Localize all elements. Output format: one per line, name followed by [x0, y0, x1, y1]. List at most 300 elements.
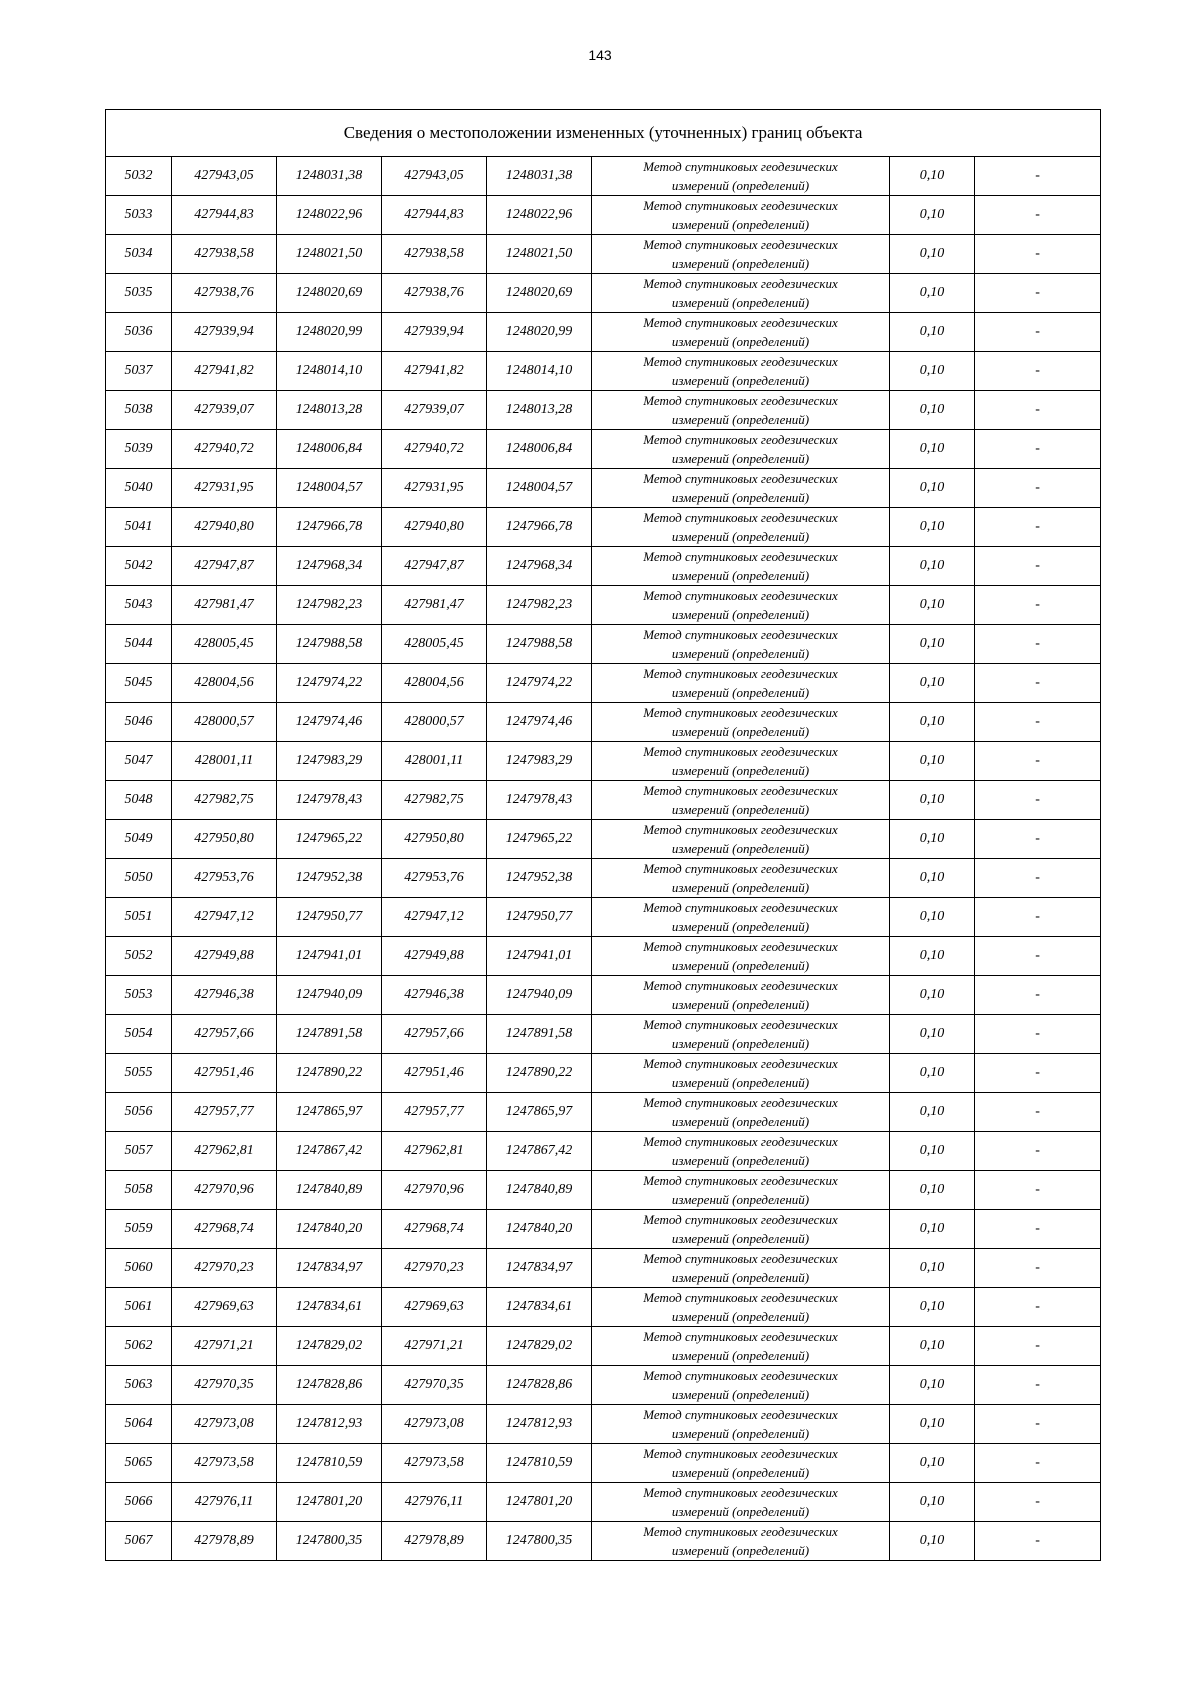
description-cell: -: [975, 1015, 1101, 1054]
method-line2: измерений (определений): [671, 1270, 810, 1285]
x-existing-cell: 427973,58: [172, 1444, 277, 1483]
y-existing-cell: 1247801,20: [277, 1483, 382, 1522]
y-existing-cell: 1248004,57: [277, 469, 382, 508]
method-line2: измерений (определений): [671, 1465, 810, 1480]
method-line2: измерений (определений): [671, 724, 810, 739]
description-cell: -: [975, 1483, 1101, 1522]
y-existing-cell: 1247800,35: [277, 1522, 382, 1561]
method-line1: Метод спутниковых геодезических: [643, 471, 838, 486]
y-new-cell: 1247950,77: [487, 898, 592, 937]
table-row: [106, 1444, 1101, 1483]
method-line2: измерений (определений): [671, 997, 810, 1012]
precision-cell: 0,10: [890, 742, 975, 781]
precision-cell: 0,10: [890, 1171, 975, 1210]
table-row: [106, 352, 1101, 391]
method-line1: Метод спутниковых геодезических: [643, 393, 838, 408]
point-number-cell: 5042: [106, 547, 172, 586]
description-cell: -: [975, 1171, 1101, 1210]
description-cell: -: [975, 1405, 1101, 1444]
x-new-cell: 427962,81: [382, 1132, 487, 1171]
y-new-cell: 1247983,29: [487, 742, 592, 781]
x-new-cell: 427943,05: [382, 157, 487, 196]
x-existing-cell: 427944,83: [172, 196, 277, 235]
precision-cell: 0,10: [890, 352, 975, 391]
method-line2: измерений (определений): [671, 1348, 810, 1363]
description-cell: -: [975, 391, 1101, 430]
method-line1: Метод спутниковых геодезических: [643, 861, 838, 876]
method-cell: [592, 469, 890, 508]
method-cell: [592, 1093, 890, 1132]
y-new-cell: 1248013,28: [487, 391, 592, 430]
method-cell: [592, 1171, 890, 1210]
y-existing-cell: 1247810,59: [277, 1444, 382, 1483]
x-existing-cell: 427969,63: [172, 1288, 277, 1327]
table-row: [106, 625, 1101, 664]
precision-cell: 0,10: [890, 430, 975, 469]
method-line2: измерений (определений): [671, 529, 810, 544]
y-new-cell: 1247834,97: [487, 1249, 592, 1288]
x-existing-cell: 427950,80: [172, 820, 277, 859]
precision-cell: 0,10: [890, 586, 975, 625]
precision-cell: 0,10: [890, 508, 975, 547]
method-cell: [592, 1522, 890, 1561]
x-new-cell: 427947,87: [382, 547, 487, 586]
x-new-cell: 427938,58: [382, 235, 487, 274]
y-existing-cell: 1247829,02: [277, 1327, 382, 1366]
x-existing-cell: 427938,76: [172, 274, 277, 313]
description-cell: -: [975, 1132, 1101, 1171]
method-line2: измерений (определений): [671, 1153, 810, 1168]
x-new-cell: 427973,08: [382, 1405, 487, 1444]
precision-cell: 0,10: [890, 235, 975, 274]
precision-cell: 0,10: [890, 625, 975, 664]
y-new-cell: 1247940,09: [487, 976, 592, 1015]
table-row: [106, 781, 1101, 820]
method-line2: измерений (определений): [671, 217, 810, 232]
y-new-cell: 1247840,20: [487, 1210, 592, 1249]
y-existing-cell: 1248022,96: [277, 196, 382, 235]
y-existing-cell: 1247952,38: [277, 859, 382, 898]
x-existing-cell: 427971,21: [172, 1327, 277, 1366]
x-new-cell: 427976,11: [382, 1483, 487, 1522]
method-line2: измерений (определений): [671, 295, 810, 310]
point-number-cell: 5033: [106, 196, 172, 235]
method-cell: [592, 274, 890, 313]
method-line1: Метод спутниковых геодезических: [643, 1095, 838, 1110]
method-cell: [592, 703, 890, 742]
method-line2: измерений (определений): [671, 919, 810, 934]
y-existing-cell: 1247950,77: [277, 898, 382, 937]
method-line1: Метод спутниковых геодезических: [643, 588, 838, 603]
method-line1: Метод спутниковых геодезических: [643, 900, 838, 915]
y-new-cell: 1248021,50: [487, 235, 592, 274]
description-cell: -: [975, 1444, 1101, 1483]
point-number-cell: 5043: [106, 586, 172, 625]
method-cell: [592, 547, 890, 586]
method-cell: [592, 1132, 890, 1171]
method-cell: [592, 1444, 890, 1483]
description-cell: -: [975, 1249, 1101, 1288]
x-new-cell: 427981,47: [382, 586, 487, 625]
point-number-cell: 5039: [106, 430, 172, 469]
method-line1: Метод спутниковых геодезических: [643, 978, 838, 993]
table-row: [106, 976, 1101, 1015]
x-existing-cell: 427940,72: [172, 430, 277, 469]
method-cell: [592, 859, 890, 898]
method-cell: [592, 742, 890, 781]
point-number-cell: 5059: [106, 1210, 172, 1249]
y-new-cell: 1247965,22: [487, 820, 592, 859]
x-new-cell: 427940,72: [382, 430, 487, 469]
point-number-cell: 5038: [106, 391, 172, 430]
y-existing-cell: 1247965,22: [277, 820, 382, 859]
table-row: [106, 1327, 1101, 1366]
x-existing-cell: 427953,76: [172, 859, 277, 898]
method-line2: измерений (определений): [671, 1426, 810, 1441]
x-new-cell: 427970,23: [382, 1249, 487, 1288]
description-cell: -: [975, 781, 1101, 820]
x-new-cell: 427939,07: [382, 391, 487, 430]
y-existing-cell: 1247867,42: [277, 1132, 382, 1171]
x-new-cell: 427951,46: [382, 1054, 487, 1093]
method-line1: Метод спутниковых геодезических: [643, 1407, 838, 1422]
table-row: [106, 1249, 1101, 1288]
table-row: [106, 1132, 1101, 1171]
point-number-cell: 5049: [106, 820, 172, 859]
table-row: [106, 586, 1101, 625]
method-cell: [592, 898, 890, 937]
y-existing-cell: 1247840,20: [277, 1210, 382, 1249]
point-number-cell: 5063: [106, 1366, 172, 1405]
method-cell: [592, 625, 890, 664]
precision-cell: 0,10: [890, 157, 975, 196]
y-existing-cell: 1247865,97: [277, 1093, 382, 1132]
method-line2: измерений (определений): [671, 568, 810, 583]
method-line1: Метод спутниковых геодезических: [643, 666, 838, 681]
description-cell: -: [975, 235, 1101, 274]
x-new-cell: 427941,82: [382, 352, 487, 391]
table-row: [106, 430, 1101, 469]
method-cell: [592, 352, 890, 391]
method-cell: [592, 508, 890, 547]
x-new-cell: 427969,63: [382, 1288, 487, 1327]
method-line2: измерений (определений): [671, 256, 810, 271]
y-new-cell: 1247834,61: [487, 1288, 592, 1327]
point-number-cell: 5041: [106, 508, 172, 547]
precision-cell: 0,10: [890, 1132, 975, 1171]
y-existing-cell: 1247940,09: [277, 976, 382, 1015]
method-line1: Метод спутниковых геодезических: [643, 237, 838, 252]
y-new-cell: 1247941,01: [487, 937, 592, 976]
x-new-cell: 427978,89: [382, 1522, 487, 1561]
method-cell: [592, 1249, 890, 1288]
method-line1: Метод спутниковых геодезических: [643, 354, 838, 369]
method-line1: Метод спутниковых геодезических: [643, 1173, 838, 1188]
x-existing-cell: 427939,94: [172, 313, 277, 352]
x-existing-cell: 427941,82: [172, 352, 277, 391]
x-new-cell: 427971,21: [382, 1327, 487, 1366]
table-row: [106, 469, 1101, 508]
table-row: [106, 157, 1101, 196]
x-existing-cell: 427946,38: [172, 976, 277, 1015]
table-row: [106, 742, 1101, 781]
table-row: [106, 703, 1101, 742]
description-cell: -: [975, 274, 1101, 313]
description-cell: -: [975, 1210, 1101, 1249]
x-existing-cell: 427970,23: [172, 1249, 277, 1288]
method-line1: Метод спутниковых геодезических: [643, 198, 838, 213]
table-row: [106, 274, 1101, 313]
x-new-cell: 427944,83: [382, 196, 487, 235]
method-line2: измерений (определений): [671, 490, 810, 505]
method-line1: Метод спутниковых геодезических: [643, 432, 838, 447]
point-number-cell: 5060: [106, 1249, 172, 1288]
x-new-cell: 427947,12: [382, 898, 487, 937]
x-new-cell: 427940,80: [382, 508, 487, 547]
method-line2: измерений (определений): [671, 802, 810, 817]
method-line2: измерений (определений): [671, 1231, 810, 1246]
x-existing-cell: 428004,56: [172, 664, 277, 703]
x-existing-cell: 427931,95: [172, 469, 277, 508]
method-cell: [592, 1327, 890, 1366]
point-number-cell: 5045: [106, 664, 172, 703]
table-row: [106, 196, 1101, 235]
precision-cell: 0,10: [890, 1366, 975, 1405]
y-new-cell: 1247800,35: [487, 1522, 592, 1561]
method-line2: измерений (определений): [671, 1036, 810, 1051]
method-cell: [592, 1366, 890, 1405]
x-existing-cell: 427940,80: [172, 508, 277, 547]
y-existing-cell: 1248031,38: [277, 157, 382, 196]
point-number-cell: 5053: [106, 976, 172, 1015]
x-existing-cell: 427957,77: [172, 1093, 277, 1132]
page-number: 143: [588, 47, 612, 63]
description-cell: -: [975, 508, 1101, 547]
description-cell: -: [975, 625, 1101, 664]
method-line2: измерений (определений): [671, 880, 810, 895]
point-number-cell: 5066: [106, 1483, 172, 1522]
method-cell: [592, 781, 890, 820]
method-line1: Метод спутниковых геодезических: [643, 1446, 838, 1461]
method-cell: [592, 1015, 890, 1054]
point-number-cell: 5055: [106, 1054, 172, 1093]
y-new-cell: 1248022,96: [487, 196, 592, 235]
method-line2: измерений (определений): [671, 1309, 810, 1324]
table-row: [106, 1015, 1101, 1054]
method-cell: [592, 937, 890, 976]
table-title: Сведения о местоположении измененных (уточненных) границ объекта: [106, 110, 1101, 157]
method-line2: измерений (определений): [671, 373, 810, 388]
description-cell: -: [975, 859, 1101, 898]
y-existing-cell: 1248021,50: [277, 235, 382, 274]
y-new-cell: 1248020,99: [487, 313, 592, 352]
method-line1: Метод спутниковых геодезических: [643, 1290, 838, 1305]
method-cell: [592, 235, 890, 274]
description-cell: -: [975, 547, 1101, 586]
point-number-cell: 5047: [106, 742, 172, 781]
precision-cell: 0,10: [890, 1405, 975, 1444]
y-new-cell: 1247801,20: [487, 1483, 592, 1522]
table-row: [106, 1093, 1101, 1132]
method-line1: Метод спутниковых геодезических: [643, 510, 838, 525]
method-line1: Метод спутниковых геодезических: [643, 1485, 838, 1500]
precision-cell: 0,10: [890, 1444, 975, 1483]
method-line1: Метод спутниковых геодезических: [643, 1056, 838, 1071]
x-new-cell: 427939,94: [382, 313, 487, 352]
precision-cell: 0,10: [890, 664, 975, 703]
description-cell: -: [975, 196, 1101, 235]
precision-cell: 0,10: [890, 1093, 975, 1132]
table-row: [106, 1171, 1101, 1210]
precision-cell: 0,10: [890, 391, 975, 430]
y-existing-cell: 1247983,29: [277, 742, 382, 781]
precision-cell: 0,10: [890, 1249, 975, 1288]
method-line2: измерений (определений): [671, 841, 810, 856]
table-row: [106, 937, 1101, 976]
y-new-cell: 1247978,43: [487, 781, 592, 820]
method-line1: Метод спутниковых геодезических: [643, 705, 838, 720]
precision-cell: 0,10: [890, 1327, 975, 1366]
y-existing-cell: 1247891,58: [277, 1015, 382, 1054]
description-cell: -: [975, 586, 1101, 625]
x-new-cell: 427970,96: [382, 1171, 487, 1210]
table-row: [106, 313, 1101, 352]
x-existing-cell: 427981,47: [172, 586, 277, 625]
point-number-cell: 5052: [106, 937, 172, 976]
description-cell: -: [975, 976, 1101, 1015]
method-cell: [592, 664, 890, 703]
y-new-cell: 1248006,84: [487, 430, 592, 469]
x-new-cell: 427949,88: [382, 937, 487, 976]
x-new-cell: 428004,56: [382, 664, 487, 703]
table-row: [106, 1210, 1101, 1249]
y-new-cell: 1247974,22: [487, 664, 592, 703]
y-existing-cell: 1248020,69: [277, 274, 382, 313]
method-cell: [592, 976, 890, 1015]
method-cell: [592, 391, 890, 430]
y-new-cell: 1247988,58: [487, 625, 592, 664]
y-existing-cell: 1247974,46: [277, 703, 382, 742]
y-existing-cell: 1248006,84: [277, 430, 382, 469]
precision-cell: 0,10: [890, 937, 975, 976]
x-existing-cell: 427982,75: [172, 781, 277, 820]
table-row: [106, 1366, 1101, 1405]
method-line1: Метод спутниковых геодезических: [643, 939, 838, 954]
description-cell: -: [975, 898, 1101, 937]
method-line2: измерений (определений): [671, 685, 810, 700]
y-existing-cell: 1247834,97: [277, 1249, 382, 1288]
table-row: [106, 1483, 1101, 1522]
method-line1: Метод спутниковых геодезических: [643, 1017, 838, 1032]
method-cell: [592, 586, 890, 625]
precision-cell: 0,10: [890, 313, 975, 352]
y-existing-cell: 1247941,01: [277, 937, 382, 976]
method-cell: [592, 196, 890, 235]
y-new-cell: 1247812,93: [487, 1405, 592, 1444]
point-number-cell: 5035: [106, 274, 172, 313]
precision-cell: 0,10: [890, 703, 975, 742]
precision-cell: 0,10: [890, 1522, 975, 1561]
method-line2: измерений (определений): [671, 1543, 810, 1558]
y-new-cell: 1247891,58: [487, 1015, 592, 1054]
x-new-cell: 427957,77: [382, 1093, 487, 1132]
precision-cell: 0,10: [890, 1483, 975, 1522]
precision-cell: 0,10: [890, 820, 975, 859]
y-existing-cell: 1247840,89: [277, 1171, 382, 1210]
y-existing-cell: 1247982,23: [277, 586, 382, 625]
precision-cell: 0,10: [890, 1210, 975, 1249]
point-number-cell: 5061: [106, 1288, 172, 1327]
point-number-cell: 5056: [106, 1093, 172, 1132]
table-row: [106, 859, 1101, 898]
x-existing-cell: 427949,88: [172, 937, 277, 976]
description-cell: -: [975, 742, 1101, 781]
method-line1: Метод спутниковых геодезических: [643, 1212, 838, 1227]
point-number-cell: 5067: [106, 1522, 172, 1561]
x-existing-cell: 427970,96: [172, 1171, 277, 1210]
x-existing-cell: 427947,12: [172, 898, 277, 937]
y-new-cell: 1248014,10: [487, 352, 592, 391]
method-line1: Метод спутниковых геодезических: [643, 627, 838, 642]
x-new-cell: 427938,76: [382, 274, 487, 313]
method-line2: измерений (определений): [671, 646, 810, 661]
method-line2: измерений (определений): [671, 1387, 810, 1402]
method-line2: измерений (определений): [671, 1504, 810, 1519]
x-existing-cell: 427938,58: [172, 235, 277, 274]
method-line1: Метод спутниковых геодезических: [643, 1134, 838, 1149]
precision-cell: 0,10: [890, 469, 975, 508]
x-new-cell: 428000,57: [382, 703, 487, 742]
x-existing-cell: 427976,11: [172, 1483, 277, 1522]
description-cell: -: [975, 469, 1101, 508]
point-number-cell: 5051: [106, 898, 172, 937]
method-line1: Метод спутниковых геодезических: [643, 1329, 838, 1344]
x-new-cell: 427968,74: [382, 1210, 487, 1249]
point-number-cell: 5065: [106, 1444, 172, 1483]
table-row: [106, 820, 1101, 859]
method-cell: [592, 1288, 890, 1327]
point-number-cell: 5034: [106, 235, 172, 274]
method-line2: измерений (определений): [671, 958, 810, 973]
x-new-cell: 427931,95: [382, 469, 487, 508]
method-line2: измерений (определений): [671, 412, 810, 427]
table-row: [106, 1405, 1101, 1444]
description-cell: -: [975, 430, 1101, 469]
x-existing-cell: 428005,45: [172, 625, 277, 664]
y-existing-cell: 1247968,34: [277, 547, 382, 586]
y-existing-cell: 1247978,43: [277, 781, 382, 820]
y-new-cell: 1247966,78: [487, 508, 592, 547]
table-row: [106, 898, 1101, 937]
table-row: [106, 391, 1101, 430]
table-row: [106, 1054, 1101, 1093]
method-line2: измерений (определений): [671, 1075, 810, 1090]
method-line2: измерений (определений): [671, 1192, 810, 1207]
x-existing-cell: 427968,74: [172, 1210, 277, 1249]
method-line2: измерений (определений): [671, 178, 810, 193]
x-new-cell: 427973,58: [382, 1444, 487, 1483]
y-existing-cell: 1247812,93: [277, 1405, 382, 1444]
method-line2: измерений (определений): [671, 334, 810, 349]
table-title-row: [106, 110, 1101, 157]
y-existing-cell: 1248020,99: [277, 313, 382, 352]
y-new-cell: 1247890,22: [487, 1054, 592, 1093]
y-new-cell: 1247828,86: [487, 1366, 592, 1405]
description-cell: -: [975, 352, 1101, 391]
method-line2: измерений (определений): [671, 451, 810, 466]
x-new-cell: 427970,35: [382, 1366, 487, 1405]
precision-cell: 0,10: [890, 547, 975, 586]
